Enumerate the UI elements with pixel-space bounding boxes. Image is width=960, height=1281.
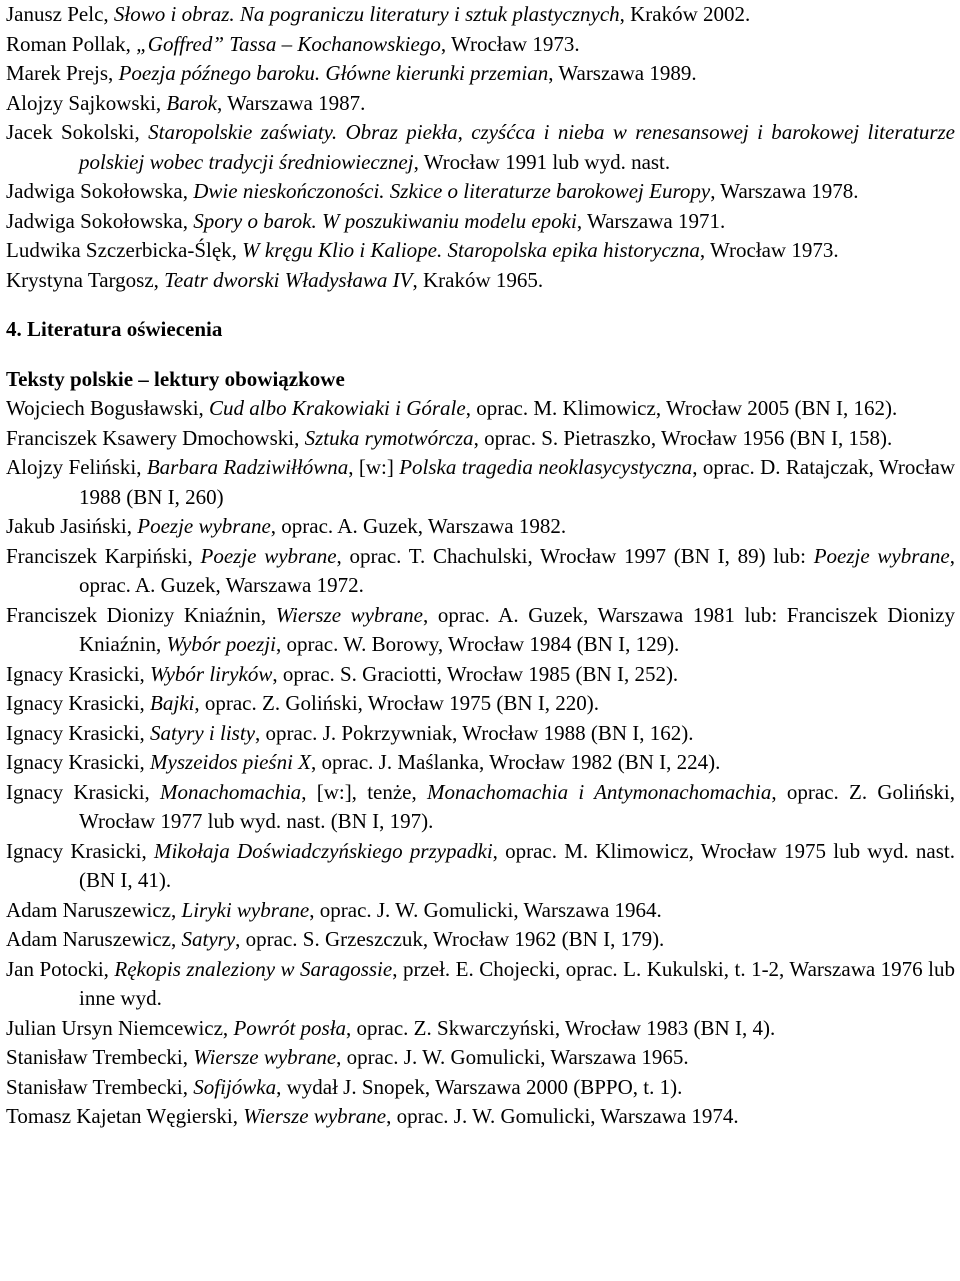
entry-text: , Warszawa 1971.: [576, 208, 726, 233]
bibliography-entry: [6, 512, 955, 542]
entry-text: , oprac. Z. Goliński, Wrocław 1977 lub wyd. nast. (BN I, 197).: [79, 779, 955, 833]
entry-title: Poezje wybrane: [200, 543, 337, 568]
bibliography-entry: [6, 177, 955, 207]
entry-title: Myszeidos pieśni X: [150, 750, 312, 774]
entry-text: , Warszawa 1978.: [710, 179, 859, 203]
entry-text: Stanisław Trembecki,: [6, 1074, 194, 1099]
entry-text: , przeł. E. Chojecki, oprac. L. Kukulski, t. 1-2, Warszawa 1976 lub inne wyd.: [79, 956, 955, 1010]
entry-title: Teatr dworski Władysława IV: [164, 267, 413, 292]
entry-title: W kręgu Klio i Kaliope. Staropolska epika historyczna: [242, 238, 700, 262]
entry-title: Powrót posła: [233, 1015, 347, 1040]
entry-text: Julian Ursyn Niemcewicz,: [6, 1015, 234, 1040]
entry-text: Alojzy Feliński,: [6, 455, 147, 479]
entry-text: Franciszek Karpiński,: [6, 543, 201, 568]
entry-title: Monachomachia i Antymonachomachia: [427, 779, 772, 804]
entry-text: , wydał J. Snopek, Warszawa 2000 (BPPO, t. 1).: [276, 1074, 683, 1099]
entry-text: Ignacy Krasicki,: [6, 750, 151, 774]
entry-text: , oprac. J. Maślanka, Wrocław 1982 (BN I, 224).: [311, 750, 721, 774]
entry-title: Wybór liryków: [150, 661, 273, 686]
entry-title: Sztuka rymotwórcza: [304, 425, 474, 450]
entry-text: Jakub Jasiński,: [6, 514, 138, 538]
entry-title: Sofijówka: [193, 1074, 277, 1099]
entry-title: Dwie nieskończoności. Szkice o literaturze barokowej Europy: [193, 179, 711, 203]
bibliography-entry: [6, 207, 955, 237]
bibliography-entry: [6, 778, 955, 837]
entry-title: Spory o barok. W poszukiwaniu modelu epoki: [193, 208, 577, 233]
entry-text: Ignacy Krasicki,: [6, 720, 151, 745]
bibliography-entry: [6, 748, 955, 778]
entry-text: , oprac. W. Borowy, Wrocław 1984 (BN I, 129).: [275, 632, 680, 656]
entry-text: , oprac. J. Pokrzywniak, Wrocław 1988 (BN I, 162).: [255, 720, 694, 745]
bibliography-entry: [6, 925, 955, 955]
entry-text: Wojciech Bogusławski,: [6, 396, 210, 420]
bibliography-entry: [6, 0, 955, 30]
entry-title: Barbara Radziwiłłówna: [146, 455, 349, 479]
entry-title: Rękopis znaleziony w Saragossie: [114, 956, 393, 981]
entry-text: , [w:], tenże,: [301, 779, 427, 804]
bibliography-list-enlightenment: [6, 394, 955, 1132]
entry-text: , Kraków 1965.: [412, 267, 544, 292]
entry-title: Staropolskie zaświaty. Obraz piekła, czyśćca i nieba w renesansowej i barokowej literaturze polskiej wobec tradycji średniowiecznej: [79, 120, 956, 174]
entry-title: Bajki: [150, 691, 195, 715]
bibliography-entry: [6, 118, 955, 177]
entry-title: Wiersze wybrane: [193, 1045, 337, 1069]
bibliography-entry: [6, 424, 955, 454]
entry-text: , Wrocław 1973.: [699, 238, 839, 262]
entry-text: , oprac. J. W. Gomulicki, Warszawa 1974.: [386, 1104, 739, 1128]
entry-text: Ignacy Krasicki,: [6, 661, 151, 686]
entry-title: Wiersze wybrane: [275, 602, 423, 627]
entry-text: Adam Naruszewicz,: [6, 897, 182, 922]
entry-text: , oprac. A. Guzek, Warszawa 1972.: [79, 543, 955, 597]
entry-title: Poezje wybrane: [137, 514, 271, 538]
entry-text: , oprac. M. Klimowicz, Wrocław 1975 lub wyd. nast. (BN I, 41).: [79, 838, 956, 892]
bibliography-entry: [6, 955, 955, 1014]
bibliography-entry: [6, 89, 955, 119]
entry-text: , Warszawa 1989.: [548, 61, 697, 85]
entry-text: , Warszawa 1987.: [216, 90, 366, 115]
entry-text: , oprac. T. Chachulski, Wrocław 1997 (BN I, 89) lub:: [336, 543, 814, 568]
entry-text: Roman Pollak,: [6, 31, 137, 56]
entry-title: Liryki wybrane: [181, 897, 310, 922]
entry-title: Polska tragedia neoklasycystyczna: [399, 455, 693, 479]
entry-title: Cud albo Krakowiaki i Górale: [209, 396, 466, 420]
entry-text: Tomasz Kajetan Węgierski,: [6, 1104, 244, 1128]
entry-title: Satyry i listy: [150, 720, 256, 745]
spacer: [6, 295, 955, 315]
entry-text: , oprac. S. Graciotti, Wrocław 1985 (BN I, 252).: [272, 661, 679, 686]
entry-text: , oprac. D. Ratajczak, Wrocław 1988 (BN I, 260): [79, 455, 956, 509]
entry-title: Poezje wybrane: [813, 543, 950, 568]
bibliography-entry: [6, 719, 955, 749]
bibliography-entry: [6, 1043, 955, 1073]
entry-title: Barok: [166, 90, 217, 115]
entry-title: Słowo i obraz. Na pograniczu literatury i sztuk plastycznych: [113, 2, 620, 26]
entry-text: , oprac. J. W. Gomulicki, Warszawa 1965.: [336, 1045, 689, 1069]
entry-text: Alojzy Sajkowski,: [6, 90, 167, 115]
bibliography-entry: [6, 453, 955, 512]
bibliography-entry: [6, 1073, 955, 1103]
entry-text: , oprac. Z. Skwarczyński, Wrocław 1983 (BN I, 4).: [346, 1015, 776, 1040]
entry-text: , [w:]: [348, 455, 400, 479]
entry-text: Janusz Pelc,: [6, 2, 114, 26]
bibliography-entry: [6, 837, 955, 896]
entry-title: Poezja późnego baroku. Główne kierunki przemian: [118, 61, 549, 85]
bibliography-entry: [6, 236, 955, 266]
bibliography-entry: [6, 1102, 955, 1132]
entry-title: Wybór poezji: [166, 632, 276, 656]
bibliography-entry: [6, 896, 955, 926]
entry-text: Marek Prejs,: [6, 61, 119, 85]
entry-text: Jadwiga Sokołowska,: [6, 208, 194, 233]
entry-text: Jacek Sokolski,: [6, 120, 149, 144]
bibliography-entry: [6, 689, 955, 719]
entry-text: , oprac. S. Grzeszczuk, Wrocław 1962 (BN I, 179).: [235, 927, 665, 951]
entry-text: , oprac. A. Guzek, Warszawa 1982.: [270, 514, 567, 538]
entry-text: Adam Naruszewicz,: [6, 927, 182, 951]
entry-title: Mikołaja Doświadczyńskiego przypadki: [153, 838, 493, 863]
entry-text: , oprac. M. Klimowicz, Wrocław 2005 (BN I, 162).: [465, 396, 898, 420]
entry-title: Satyry: [181, 927, 236, 951]
entry-text: Ignacy Krasicki,: [6, 691, 151, 715]
entry-text: Ignacy Krasicki,: [6, 838, 154, 863]
bibliography-entry: [6, 660, 955, 690]
bibliography-list-baroque: [6, 0, 955, 295]
entry-text: , Wrocław 1973.: [440, 31, 580, 56]
bibliography-entry: [6, 394, 955, 424]
entry-title: „Goffred” Tassa – Kochanowskiego: [136, 31, 441, 56]
entry-text: Krystyna Targosz,: [6, 267, 165, 292]
entry-text: , Kraków 2002.: [619, 2, 751, 26]
entry-text: Stanisław Trembecki,: [6, 1045, 194, 1069]
entry-text: Franciszek Ksawery Dmochowski,: [6, 425, 305, 450]
entry-text: Ludwika Szczerbicka-Ślęk,: [6, 238, 243, 262]
entry-text: Ignacy Krasicki,: [6, 779, 161, 804]
entry-text: , oprac. Z. Goliński, Wrocław 1975 (BN I, 220).: [194, 691, 600, 715]
entry-title: Wiersze wybrane: [243, 1104, 387, 1128]
bibliography-entry: [6, 542, 955, 601]
entry-title: Monachomachia: [160, 779, 302, 804]
entry-text: , oprac. A. Guzek, Warszawa 1981 lub: Franciszek Dionizy Kniaźnin,: [79, 602, 956, 656]
bibliography-entry: [6, 1014, 955, 1044]
section-heading: 4. Literatura oświecenia: [6, 317, 223, 341]
subsection-heading: Teksty polskie – lektury obowiązkowe: [6, 366, 345, 391]
bibliography-entry: [6, 266, 955, 296]
entry-text: Jan Potocki,: [6, 956, 115, 981]
bibliography-entry: [6, 601, 955, 660]
bibliography-entry: [6, 59, 955, 89]
entry-text: Franciszek Dionizy Kniaźnin,: [6, 602, 276, 627]
bibliography-entry: [6, 30, 955, 60]
entry-text: , oprac. J. W. Gomulicki, Warszawa 1964.: [309, 897, 662, 922]
spacer: [6, 345, 955, 365]
entry-text: Jadwiga Sokołowska,: [6, 179, 194, 203]
entry-text: , oprac. S. Pietraszko, Wrocław 1956 (BN I, 158).: [473, 425, 893, 450]
entry-text: , Wrocław 1991 lub wyd. nast.: [413, 149, 671, 174]
